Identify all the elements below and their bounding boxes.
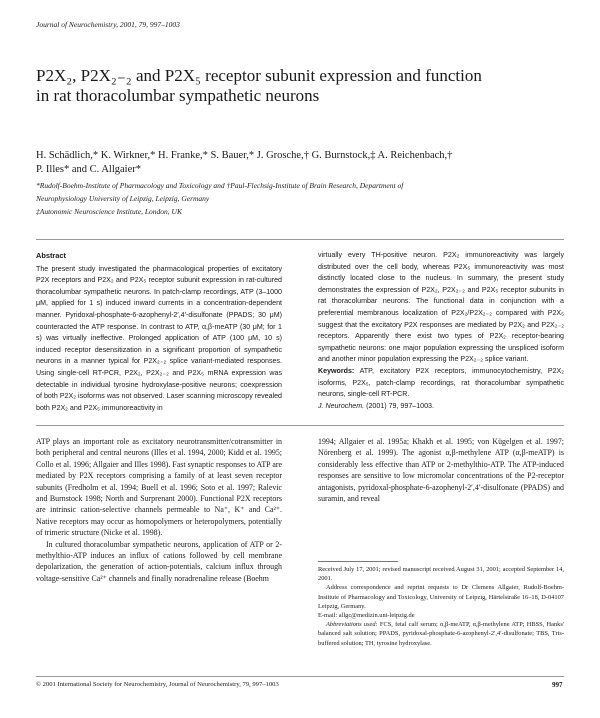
footnotes [318, 565, 564, 648]
abbreviations-text: FCS, fetal calf serum; α,β-meATP, α,β-methylene ATP; HBSS, Hanks' balanced salt solution; PPADS, pyridoxal-phosphate-6-azophenyl-2′,4′-disulfonate; TBS, Tris-buffered solution; TH, tyrosine hydroxylase. [318, 621, 565, 647]
abstract-text-right: virtually every TH-positive neuron. P2X₂ immunoreactivity was largely distributed over the cell body, whereas P2X₅ immunoreactivity was most distinctly located close to the nucleus. In summary, the present study demonstrates the expression of P2X₂, P2X₂₋₂ and P2X₅ receptor subunits in rat thoracolumbar neurons. The functional data in conjunction with a preferential membranous localization of P2X₂/P2X₂₋₂ compared with P2X₅ suggest that the excitatory P2X responses are mediated by P2X₂ and P2X₂₋₂ receptors. Apparently there exist two types of P2X₂ receptor-bearing sympathetic neurons: one major population expressing the unspliced isoform and another minor population expressing the P2X₂₋₂ splice variant. [318, 251, 564, 364]
citation-rest: (2001) 79, 997–1003. [366, 401, 434, 410]
page-number: 997 [552, 681, 563, 689]
affiliation-2: ‡Autonomic Neuroscience Institute, London, UK [36, 207, 182, 216]
body-paragraph-2: In cultured thoracolumbar sympathetic neurons, application of ATP or 2-methylthio-ATP induces an influx of cations followed by cell membrane depolarization, the generation of action-potentials, calcium influx through voltage-sensitive Ca²⁺ channels and finally noradrenaline release (Boehm [36, 539, 282, 583]
keywords-text: ATP, excitatory P2X receptors, immunocytochemistry, P2X₂ isoforms, P2X₅, patch-clamp recordings, rat thoracolumbar sympathetic neurons, single-cell RT-PCR. [318, 366, 564, 399]
running-header: Journal of Neurochemistry, 2001, 79, 997–1003 [36, 20, 180, 29]
authors-line-1: H. Schädlich,* K. Wirkner,* H. Franke,* S. Bauer,* J. Grosche,† G. Burnstock,‡ A. Reichenbach,† [36, 150, 453, 161]
authors-line-2: P. Illes* and C. Allgaier* [36, 164, 141, 175]
citation-journal: J. Neurochem. [318, 401, 365, 410]
abbreviations-label: Abbreviations used: [326, 621, 378, 629]
received-dates: Received July 17, 2001; revised manuscript received August 31, 2001; accepted September 14, 2001. [318, 566, 564, 583]
abstract-bottom-rule [36, 425, 564, 426]
abstract-heading: Abstract [36, 251, 66, 260]
title-line-1: P2X₂, P2X₂₋₂ and P2X₅ receptor subunit expression and function [36, 66, 482, 85]
title-line-2: in rat thoracolumbar sympathetic neurons [36, 86, 320, 105]
citation [318, 401, 564, 413]
abstract-top-rule [36, 239, 564, 240]
affiliation-1: *Rudolf-Boehm-Institute of Pharmacology and Toxicology and †Paul-Flechsig-Institute of Brain Research, Department of [36, 181, 404, 190]
body-paragraph-1: ATP plays an important role as excitatory neurotransmitter/cotransmitter in both peripheral and central neurons (Illes et al. 1994, 2000; Kidd et al. 1995; Collo et al. 1996; Allgaier and Illes 1998). Fast synaptic responses to ATP are mediated by P2X receptors comprising a family of at least seven receptor subunits (Fredholm et al. 1994; Buell et al. 1996; Soto et al. 1997; Ralevic and Burnstock 1998; North and Surprenant 2000). Functional P2X receptors are intrinsic cation-selective channels permeable to Na⁺, K⁺ and Ca²⁺. Native receptors may occur as homopolymers or heteropolymers, potentially of trimeric structure (Nicke et al. 1998). [36, 437, 282, 538]
author-list [36, 149, 576, 177]
correspondence-email: E-mail: allgc@medizin.uni-leipzig.de [318, 612, 415, 620]
copyright-line: © 2001 International Society for Neurochemistry, Journal of Neurochemistry, 79, 997–1003 [36, 681, 279, 688]
correspondence-address: Address correspondence and reprint requests to Dr Clemens Allgaier, Rudolf-Boehm-Institute of Pharmacology and Toxicology, University of Leipzig, Härtelstraße 16–18, D-04107 Leipzig, Germany. [318, 584, 564, 610]
body-left-column [36, 436, 282, 584]
abstract-text-left: The present study investigated the pharmacological properties of excitatory P2X receptors and P2X₂ and P2X₅ receptor subunit expression in rat-cultured thoracolumbar sympathetic neurons. In patch-clamp recordings, ATP (3–1000 μM, applied for 1 s) induced inward currents in a concentration-dependent manner. Pyridoxal-phosphate-6-azophenyl-2′,4′-disulfonate (PPADS; 30 μM) counteracted the ATP response. In contrast to ATP, α,β-meATP (30 μM; for 1 s) was virtually ineffective. Prolonged application of ATP (100 μM, 10 s) induced receptor desensitization in a significant proportion of sympathetic neurons in a manner typical for P2X₂₋₂ splice variant-mediated responses. Using single-cell RT-PCR, P2X₂, P2X₂₋₂ and P2X₅ mRNA expression was detectable in individual tyrosine hydroxylase-positive neurons; coexpression of both P2X₂ isoforms was not observed. Laser scanning microscopy revealed both P2X₂ and P2X₅ immunoreactivity in [36, 264, 282, 412]
abstract-left-column [36, 250, 282, 414]
abstract-right-column [318, 250, 564, 412]
abbreviations [318, 620, 564, 648]
keywords-label: Keywords: [318, 366, 355, 375]
footer-rule [36, 676, 564, 677]
body-right-column [318, 436, 564, 504]
body-paragraph-3: 1994; Allgaier et al. 1995a; Khakh et al. 1995; von Kügelgen et al. 1997; Nörenberg et al. 1999). The agonist α,β-methylene ATP (α,β-meATP) is considerably less effective than ATP or 2-methylthio-ATP. The ATP-induced responses are sensitive to low micromolar concentrations of the P2-receptor antagonists, pyridoxal-phosphate-6-azophenyl-2′,4′-disulfonate (PPADS) and suramin, and reveal [318, 437, 564, 504]
footnote-rule [318, 561, 398, 562]
article-title [36, 66, 576, 106]
affiliation-1-cont: Neurophysiology University of Leipzig, Leipzig, Germany [36, 194, 210, 203]
keywords [318, 366, 564, 401]
